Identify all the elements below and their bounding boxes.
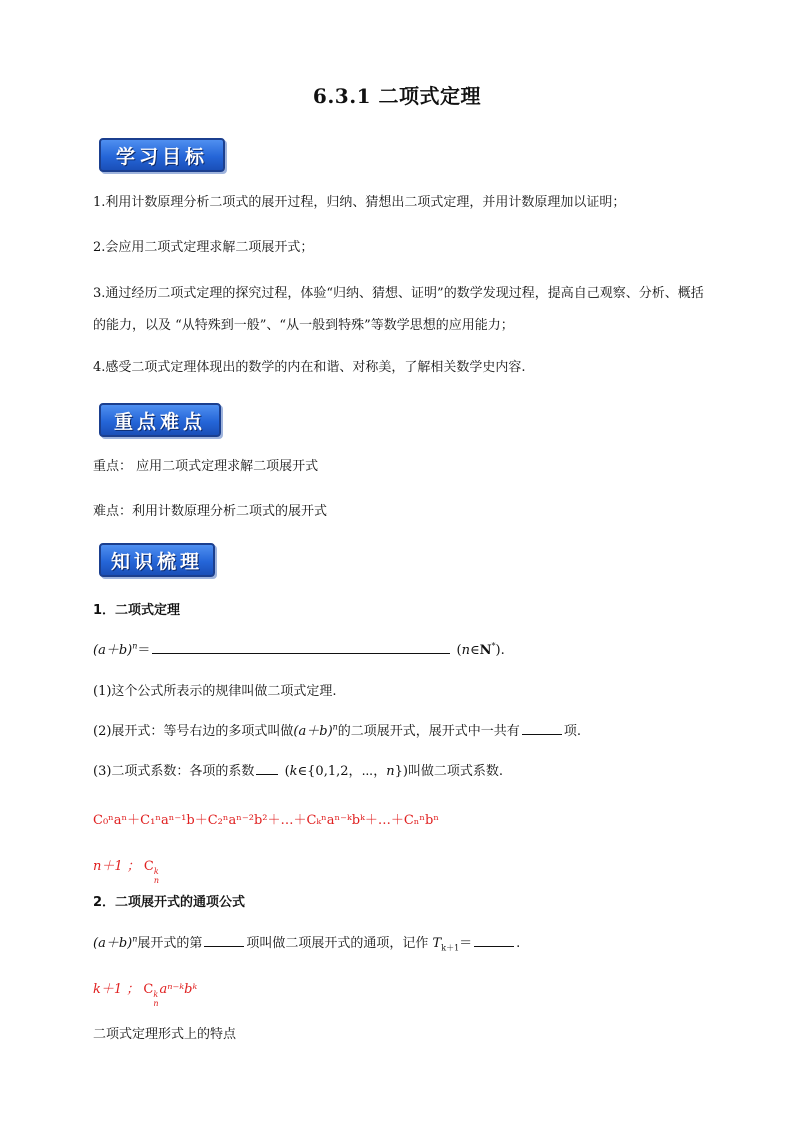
- item2-blank[interactable]: [522, 720, 562, 735]
- item-3: [93, 757, 713, 787]
- formula-cond-set: N: [479, 643, 492, 658]
- answer-terms-coefficient: [93, 852, 713, 885]
- s2-expr: (a＋b): [93, 936, 133, 951]
- s2-answer-sub: n: [153, 999, 159, 1008]
- s2-exp: n: [132, 934, 138, 944]
- item3-text-d: })叫做二项式系数.: [394, 764, 504, 779]
- formula-lhs: (a＋b): [93, 643, 133, 658]
- item3-text-a: (3)二项式系数：各项的系数: [93, 764, 255, 779]
- section2-heading: 2．二项展开式的通项公式: [93, 895, 246, 910]
- item3-text-b: (: [284, 764, 290, 779]
- goal-3: 3.通过经历二项式定理的探究过程，体验“归纳、猜想、证明”的数学发现过程，提高自己观察、分析、概括的能力，以及 “从特殊到一般”、“从一般到特殊”等数学思想的应用能力；: [93, 286, 704, 333]
- answer2-count: n＋1 ；: [93, 859, 140, 874]
- s2-answer-scripts: [153, 990, 158, 1008]
- banner-knowledge-review: 知识梳理: [99, 543, 215, 577]
- item-1: (1)这个公式所表示的规律叫做二项式定理.: [93, 684, 337, 699]
- item3-blank[interactable]: [256, 760, 278, 775]
- item-2: [93, 717, 713, 747]
- s2-eq: ＝: [459, 936, 473, 951]
- binomial-features: 二项式定理形式上的特点: [93, 1027, 237, 1042]
- s2-text-a: 展开式的第: [137, 936, 203, 951]
- goal-1: 1.利用计数原理分析二项式的展开过程，归纳、猜想出二项式定理，并用计数原理加以证明；: [93, 195, 626, 210]
- s2-text-b: 项叫做二项展开式的通项，记作: [246, 936, 429, 951]
- item2-text-a: (2)展开式：等号右边的多项式叫做: [93, 724, 294, 739]
- item2-text-c: 项.: [563, 724, 581, 739]
- s2-answer-rest: aⁿ⁻ᵏbᵏ: [159, 982, 198, 997]
- important-point: 重点： 应用二项式定理求解二项展开式: [93, 459, 319, 474]
- answer-expansion: C₀ⁿaⁿ＋C₁ⁿaⁿ⁻¹b＋C₂ⁿaⁿ⁻²b²＋…＋Cₖⁿaⁿ⁻ᵏbᵏ＋…＋Cₙⁿbⁿ: [93, 813, 439, 828]
- banner-key-points: 重点难点: [99, 403, 221, 437]
- formula-cond-close: ).: [495, 643, 505, 658]
- s2-answer-c: C: [143, 982, 154, 997]
- s2-answer-index: k＋1 ；: [93, 982, 140, 997]
- answer2-c: C: [143, 859, 154, 874]
- formula-cond-open: (: [456, 643, 462, 658]
- item2-expr: (a＋b): [293, 724, 333, 739]
- page-title: 6.3.1 二项式定理: [312, 84, 482, 108]
- item2-text-b: 的二项展开式，展开式中一共有: [337, 724, 520, 739]
- banner-learning-goals: 学习目标: [99, 138, 225, 172]
- s2-answer-sup: k: [153, 990, 159, 999]
- difficult-point: 难点：利用计数原理分析二项式的展开式: [93, 504, 328, 519]
- binomial-formula-line: [93, 636, 713, 666]
- answer2-sup: k: [153, 867, 159, 876]
- item3-n: n: [386, 764, 395, 779]
- formula-cond-n: n: [461, 643, 470, 658]
- s2-end: .: [516, 936, 521, 951]
- formula-eq: ＝: [137, 643, 151, 658]
- general-term-line: [93, 929, 713, 959]
- s2-Tsub: k＋1: [441, 943, 460, 953]
- section1-heading: 1．二项式定理: [93, 603, 181, 618]
- formula-cond-in: ∈: [469, 643, 480, 658]
- item3-k: k: [289, 764, 298, 779]
- formula-blank[interactable]: [152, 639, 450, 654]
- formula-cond-star: *: [491, 641, 496, 651]
- s2-blank-2[interactable]: [474, 932, 514, 947]
- goal-2: 2.会应用二项式定理求解二项展开式；: [93, 240, 314, 255]
- answer2-sub: n: [153, 876, 160, 885]
- s2-T: T: [432, 936, 442, 951]
- item3-text-c: ∈{0,1,2，⋯，: [297, 764, 387, 779]
- goal-4: 4.感受二项式定理体现出的数学的内在和谐、对称美，了解相关数学史内容.: [93, 360, 526, 375]
- answer2-scripts: [154, 867, 159, 885]
- answer-general-term: [93, 975, 713, 1008]
- formula-lhs-exp: n: [132, 641, 138, 651]
- s2-blank-1[interactable]: [204, 932, 244, 947]
- item2-exp: n: [332, 722, 338, 732]
